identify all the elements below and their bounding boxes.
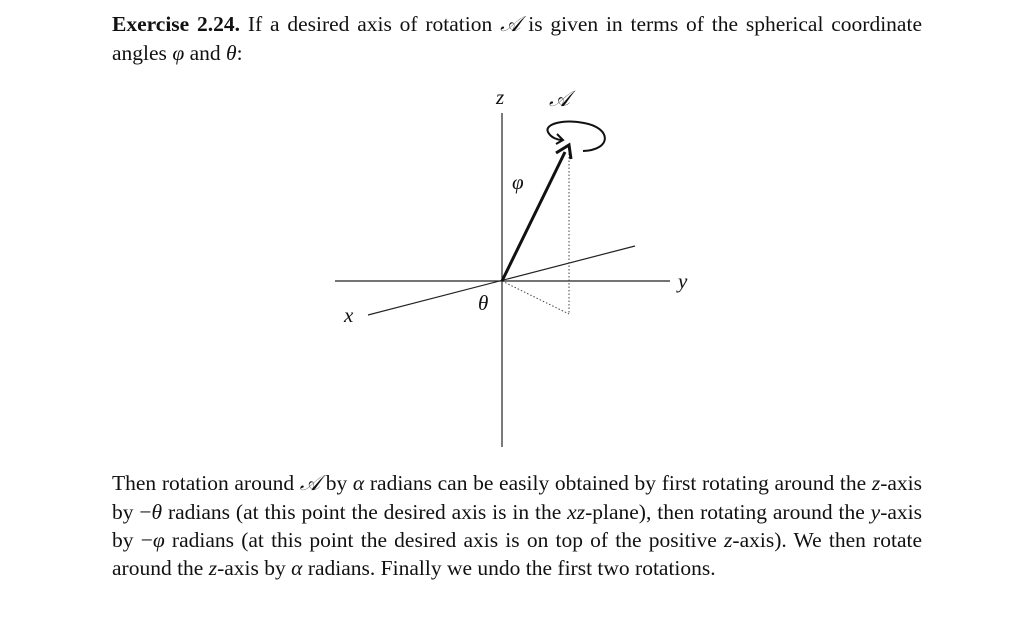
- intro-text-1: If a desired axis of rotation: [240, 12, 501, 36]
- body-xz: xz: [567, 500, 586, 524]
- body-text-7: -axis by −: [112, 500, 922, 552]
- body-text-6: -plane), then rotating around the: [585, 500, 871, 524]
- body-axis-symbol: 𝒜: [299, 471, 321, 496]
- body-text-5: radians (at this point the desired axis is in the: [162, 500, 568, 524]
- axis-symbol: 𝒜: [500, 12, 521, 37]
- intro-colon: :: [236, 41, 243, 65]
- body-text-11: radians. Finally we undo the first two rotations.: [302, 556, 716, 580]
- z-label: z: [496, 85, 505, 109]
- intro-text-2: is given in terms of the spherical coordinate angles: [112, 12, 922, 65]
- body-alpha-1: α: [352, 471, 365, 495]
- body-text-1: Then rotation around: [112, 471, 300, 495]
- body-text-9: -axis). We then rotate around the: [112, 528, 922, 580]
- body-theta: θ: [151, 500, 163, 524]
- theta-label: θ: [478, 291, 489, 315]
- rotation-arrow: [547, 122, 604, 151]
- intro-and: and: [184, 41, 227, 65]
- exercise-heading: Exercise 2.24.: [112, 12, 241, 36]
- body-paragraph: [112, 469, 922, 582]
- theta-symbol: θ: [226, 41, 237, 65]
- x-label: x: [344, 303, 354, 327]
- body-text-8: radians (at this point the desired axis is on top of the positive: [164, 528, 725, 552]
- phi-label: φ: [512, 170, 524, 194]
- body-alpha-2: α: [291, 556, 303, 580]
- body-text-3: radians can be easily obtained by first rotating around the: [364, 471, 872, 495]
- horizontal-projection-line: [502, 281, 569, 314]
- body-text-2: by: [320, 471, 353, 495]
- body-z-1: z: [871, 471, 881, 495]
- y-label: y: [678, 269, 688, 293]
- body-y: y: [870, 500, 881, 524]
- body-z-3: z: [208, 556, 218, 580]
- body-text-10: -axis by: [217, 556, 292, 580]
- body-text-4: -axis by −: [112, 471, 922, 524]
- body-phi: φ: [152, 528, 165, 552]
- phi-symbol: φ: [172, 41, 185, 65]
- axis-label: 𝒜: [549, 87, 570, 112]
- body-z-2: z: [724, 528, 733, 552]
